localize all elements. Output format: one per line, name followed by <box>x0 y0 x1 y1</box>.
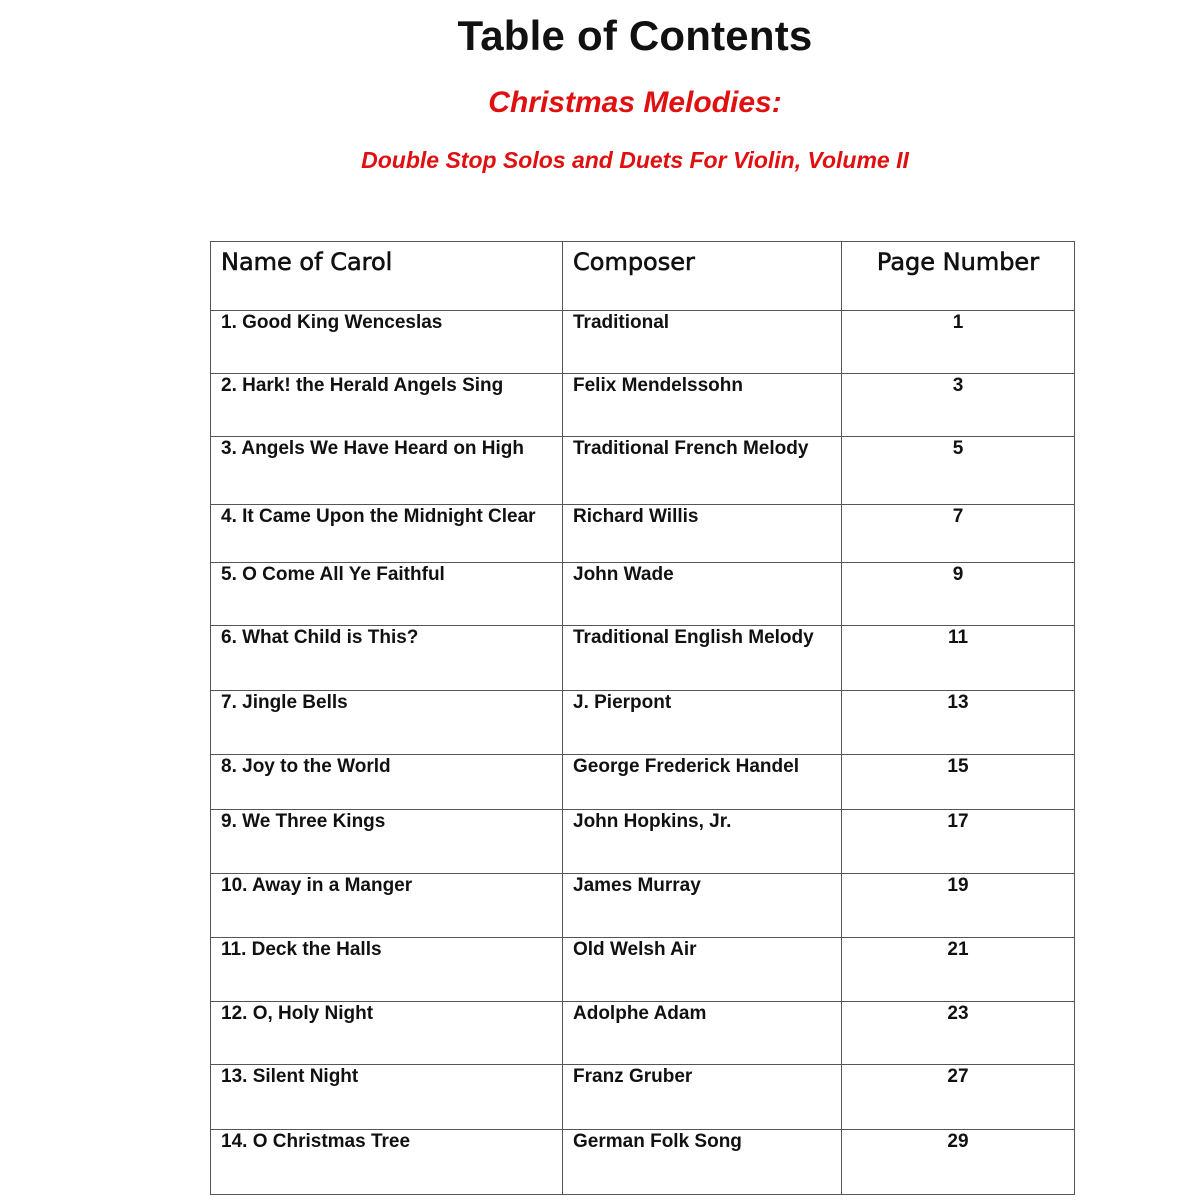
table-row <box>211 311 1075 374</box>
carol-name-cell: 10. Away in a Manger <box>211 874 563 938</box>
header-carol-name: Name of Carol <box>211 242 563 311</box>
table-row <box>211 691 1075 755</box>
carol-name-cell: 9. We Three Kings <box>211 810 563 874</box>
table-row <box>211 626 1075 691</box>
header-page-number: Page Number <box>842 242 1075 311</box>
composer-cell: George Frederick Handel <box>563 755 842 810</box>
composer-cell: J. Pierpont <box>563 691 842 755</box>
carol-name-cell: 7. Jingle Bells <box>211 691 563 755</box>
carol-name-cell: 13. Silent Night <box>211 1065 563 1130</box>
book-subtitle: Double Stop Solos and Duets For Violin, Volume II <box>361 147 909 173</box>
composer-cell: Adolphe Adam <box>563 1002 842 1065</box>
table-row <box>211 1130 1075 1195</box>
composer-cell: Old Welsh Air <box>563 938 842 1002</box>
page-number-cell: 27 <box>842 1065 1075 1130</box>
table-row <box>211 810 1075 874</box>
table-row <box>211 1002 1075 1065</box>
table-row <box>211 1065 1075 1130</box>
composer-cell: Traditional English Melody <box>563 626 842 691</box>
book-title: Christmas Melodies: <box>488 86 782 119</box>
composer-cell: John Hopkins, Jr. <box>563 810 842 874</box>
carol-name-cell: 8. Joy to the World <box>211 755 563 810</box>
carol-name-cell: 14. O Christmas Tree <box>211 1130 563 1195</box>
page-title: Table of Contents <box>457 12 813 59</box>
composer-cell: German Folk Song <box>563 1130 842 1195</box>
carol-name-cell: 12. O, Holy Night <box>211 1002 563 1065</box>
contents-table <box>210 241 1075 1195</box>
page-number-cell: 7 <box>842 505 1075 563</box>
composer-cell: Franz Gruber <box>563 1065 842 1130</box>
table-row <box>211 374 1075 437</box>
carol-name-cell: 5. O Come All Ye Faithful <box>211 563 563 626</box>
table-row <box>211 563 1075 626</box>
page-number-cell: 9 <box>842 563 1075 626</box>
page-number-cell: 19 <box>842 874 1075 938</box>
table-body <box>211 311 1075 1195</box>
page-number-cell: 13 <box>842 691 1075 755</box>
page-number-cell: 15 <box>842 755 1075 810</box>
composer-cell: Traditional <box>563 311 842 374</box>
page-number-cell: 29 <box>842 1130 1075 1195</box>
page-number-cell: 23 <box>842 1002 1075 1065</box>
carol-name-cell: 4. It Came Upon the Midnight Clear <box>211 505 563 563</box>
carol-name-cell: 1. Good King Wenceslas <box>211 311 563 374</box>
table-row <box>211 874 1075 938</box>
header-composer: Composer <box>563 242 842 311</box>
carol-name-cell: 11. Deck the Halls <box>211 938 563 1002</box>
carol-name-cell: 2. Hark! the Herald Angels Sing <box>211 374 563 437</box>
table-row <box>211 505 1075 563</box>
composer-cell: Richard Willis <box>563 505 842 563</box>
table-row <box>211 437 1075 505</box>
page-number-cell: 1 <box>842 311 1075 374</box>
composer-cell: Traditional French Melody <box>563 437 842 505</box>
carol-name-cell: 6. What Child is This? <box>211 626 563 691</box>
composer-cell: Felix Mendelssohn <box>563 374 842 437</box>
page-number-cell: 5 <box>842 437 1075 505</box>
page-number-cell: 11 <box>842 626 1075 691</box>
page-number-cell: 3 <box>842 374 1075 437</box>
page-number-cell: 17 <box>842 810 1075 874</box>
table-row <box>211 938 1075 1002</box>
page-number-cell: 21 <box>842 938 1075 1002</box>
table-row <box>211 755 1075 810</box>
table-header-row <box>211 242 1075 311</box>
carol-name-cell: 3. Angels We Have Heard on High <box>211 437 563 505</box>
composer-cell: John Wade <box>563 563 842 626</box>
composer-cell: James Murray <box>563 874 842 938</box>
